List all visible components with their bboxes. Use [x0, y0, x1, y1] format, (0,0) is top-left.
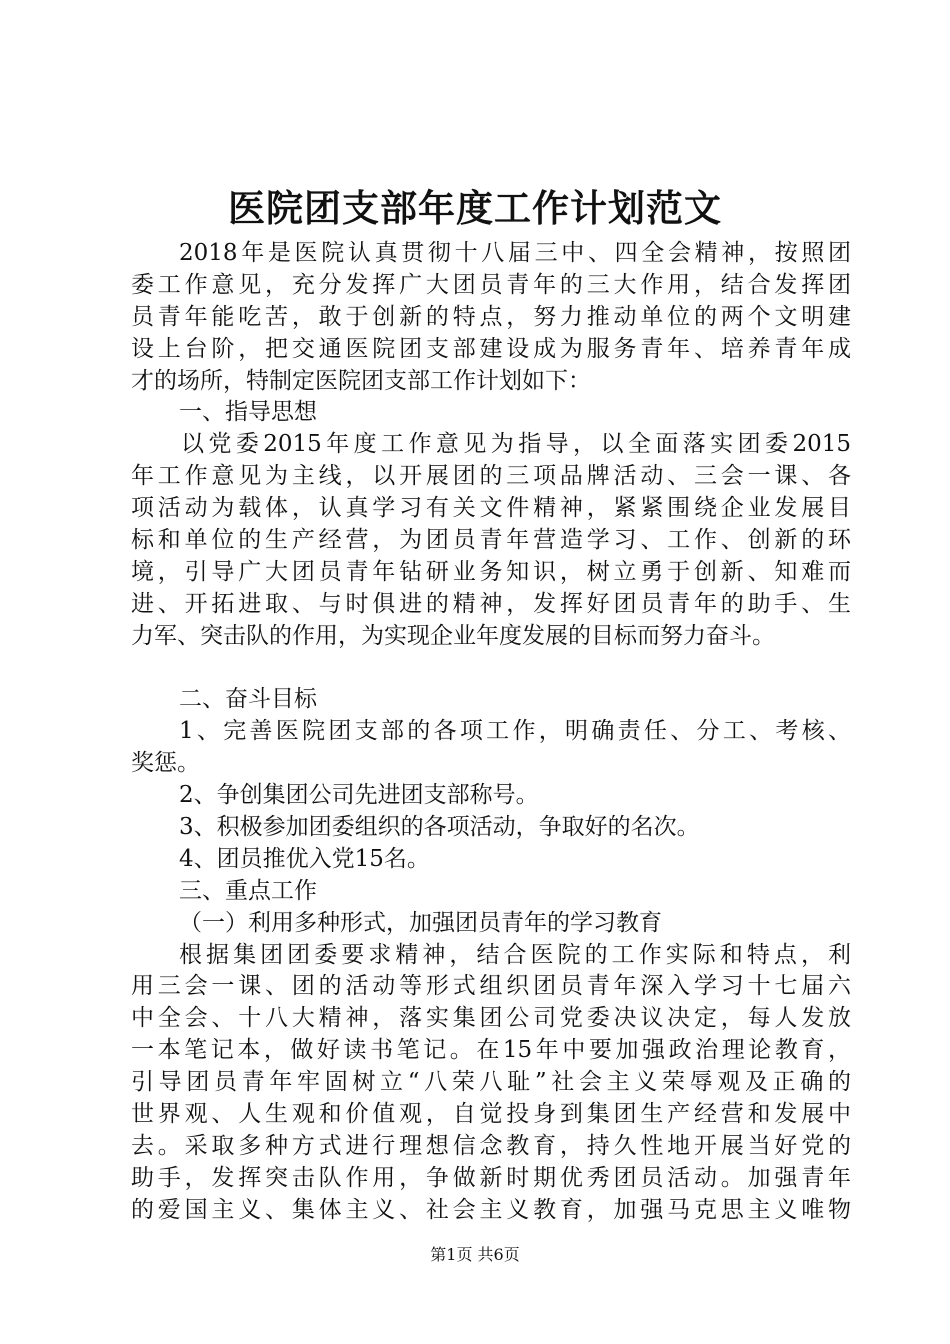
- text-line: 用三会一课、团的活动等形式组织团员青年深入学习十七届六: [131, 973, 851, 1000]
- text-line: 根据集团团委要求精神，结合医院的工作实际和特点，利: [179, 941, 851, 968]
- text-line: 年工作意见为主线，以开展团的三项品牌活动、三会一课、各: [131, 463, 851, 490]
- text-line: 进、开拓进取、与时俱进的精神，发挥好团员青年的助手、生: [131, 590, 851, 617]
- text-line: 2018年是医院认真贯彻十八届三中、四全会精神，按照团: [179, 240, 851, 266]
- list-item: 4、团员推优入党15名。: [179, 845, 430, 872]
- text-line: 世界观、人生观和价值观，自觉投身到集团生产经营和发展中: [131, 1101, 851, 1128]
- text-line: 中全会、十八大精神，落实集团公司党委决议决定，每人发放: [131, 1005, 851, 1032]
- text-line: 以党委2015年度工作意见为指导，以全面落实团委2015: [181, 431, 851, 458]
- text-line: 员青年能吃苦，敢于创新的特点，努力推动单位的两个文明建: [131, 303, 851, 330]
- document-body: [131, 238, 851, 1227]
- text-line: 助手，发挥突击队作用，争做新时期优秀团员活动。加强青年: [131, 1164, 851, 1191]
- list-item: 奖惩。: [131, 750, 200, 777]
- section-heading: 一、指导思想: [179, 399, 317, 426]
- text-line: 力军、突击队的作用，为实现企业年度发展的目标而努力奋斗。: [131, 622, 775, 649]
- text-line: 项活动为载体，认真学习有关文件精神，紧紧围绕企业发展目: [131, 495, 851, 522]
- text-line: 才的场所，特制定医院团支部工作计划如下：: [131, 367, 591, 394]
- text-line: 引导团员青年牢固树立“八荣八耻”社会主义荣辱观及正确的: [131, 1069, 851, 1096]
- text-line: 的爱国主义、集体主义、社会主义教育，加强马克思主义唯物: [131, 1196, 851, 1223]
- text-line: 设上台阶，把交通医院团支部建设成为服务青年、培养青年成: [131, 335, 851, 362]
- page-indicator: 第1页 共6页: [430, 1245, 520, 1264]
- list-item: 2、争创集团公司先进团支部称号。: [179, 782, 539, 809]
- text-line: 标和单位的生产经营，为团员青年营造学习、工作、创新的环: [131, 527, 851, 554]
- page-title: 医院团支部年度工作计划范文: [228, 186, 722, 230]
- text-line: 去。采取多种方式进行理想信念教育，持久性地开展当好党的: [131, 1132, 851, 1159]
- list-item: 3、积极参加团委组织的各项活动，争取好的名次。: [179, 814, 700, 841]
- section-heading: 二、奋斗目标: [179, 686, 317, 713]
- list-item: 1、完善医院团支部的各项工作，明确责任、分工、考核、: [179, 718, 851, 745]
- subsection-heading: （一）利用多种形式，加强团员青年的学习教育: [179, 909, 662, 936]
- text-line: 委工作意见，充分发挥广大团员青年的三大作用，结合发挥团: [131, 271, 851, 298]
- blank-line: [131, 653, 851, 685]
- text-line: 境，引导广大团员青年钻研业务知识，树立勇于创新、知难而: [131, 558, 851, 585]
- section-heading: 三、重点工作: [179, 877, 317, 904]
- text-line: 一本笔记本，做好读书笔记。在15年中要加强政治理论教育，: [131, 1037, 851, 1064]
